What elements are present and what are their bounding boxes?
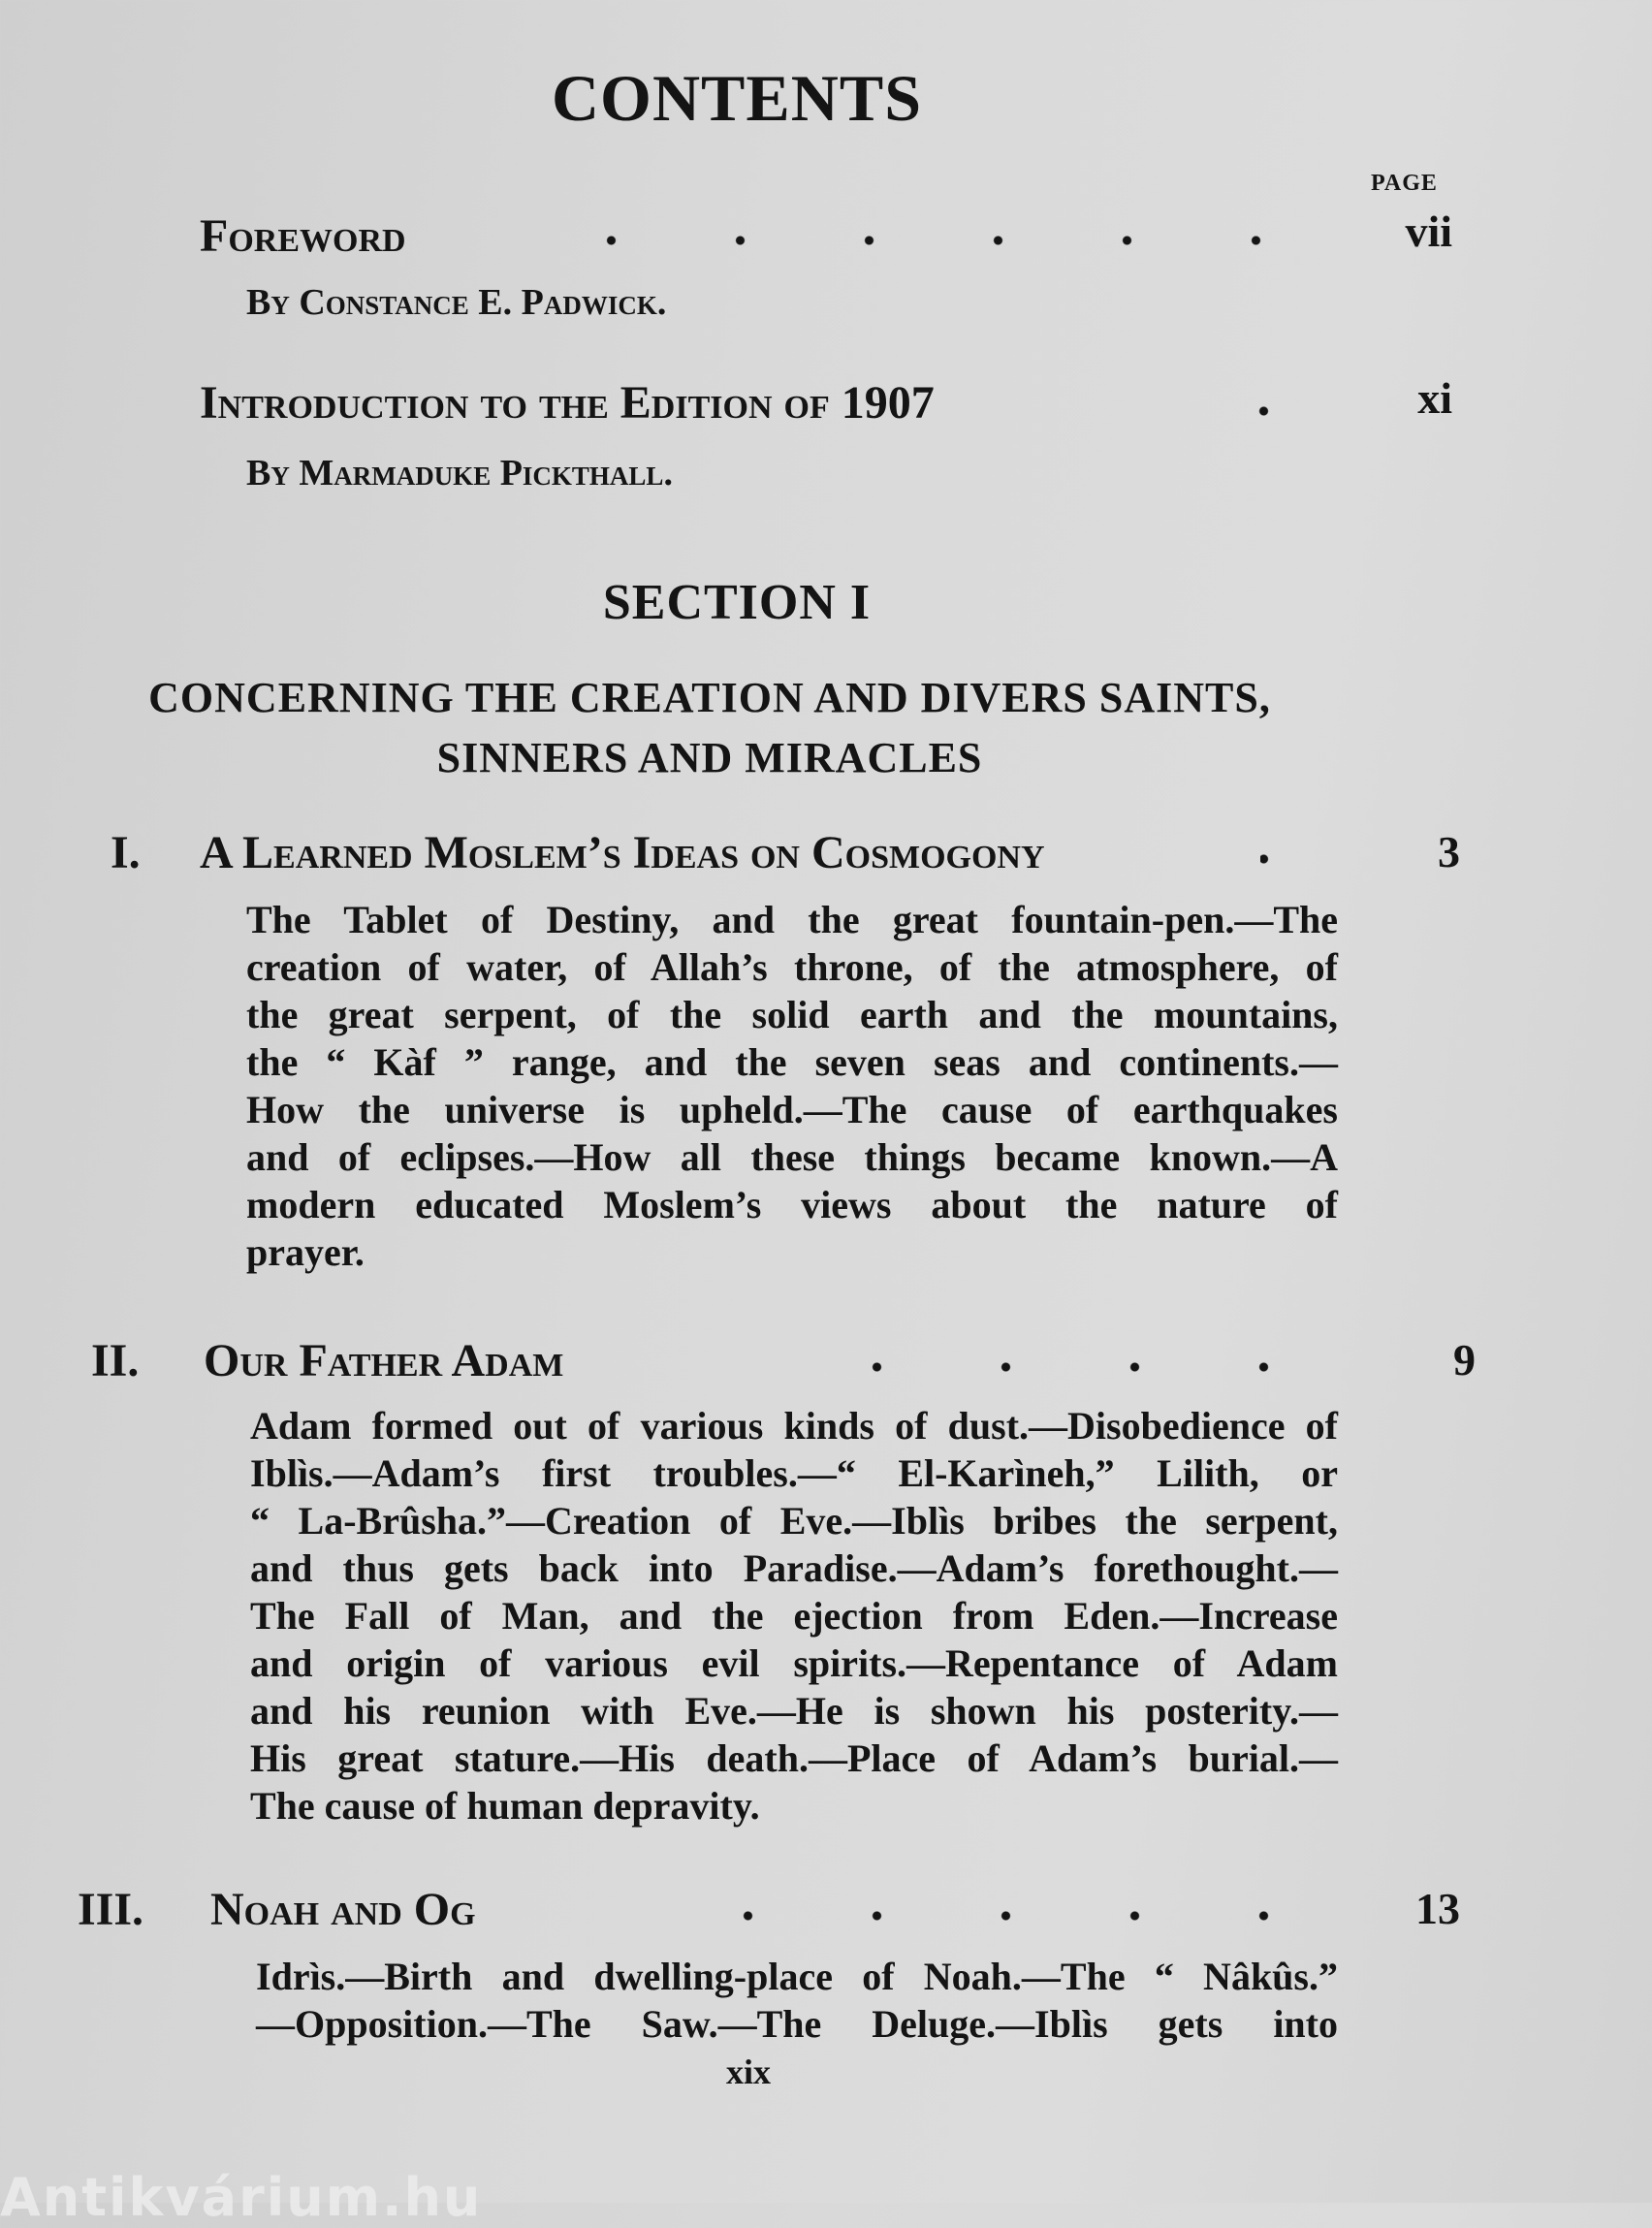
- summary-line: creation of water, of Allah’s throne, of the atmosphere, of: [246, 945, 1338, 989]
- summary-line: The Fall of Man, and the ejection from Eden.—Increase: [250, 1594, 1338, 1638]
- summary-line: and his reunion with Eve.—He is shown his posterity.—: [250, 1689, 1338, 1733]
- chapter-page: 13: [1415, 1884, 1460, 1933]
- summary-line: How the universe is upheld.—The cause of earthquakes: [246, 1088, 1338, 1131]
- dot-leader: [776, 1357, 1328, 1377]
- summary-line: “ La-Brûsha.”—Creation of Eve.—Iblìs bribes the serpent,: [250, 1499, 1338, 1543]
- summary-line: Adam formed out of various kinds of dust.—Disobedience of: [250, 1404, 1338, 1448]
- toc-entry-foreword-byline: By Constance E. Padwick.: [246, 282, 667, 323]
- toc-entry-introduction-page: xi: [1417, 373, 1452, 423]
- toc-entry-introduction-byline: By Marmaduke Pickthall.: [246, 453, 673, 493]
- page-folio: xix: [725, 2053, 771, 2091]
- chapter-title: Our Father Adam: [204, 1335, 564, 1386]
- summary-line: and of eclipses.—How all these things became known.—A: [246, 1135, 1338, 1179]
- chapter-numeral: II.: [91, 1335, 140, 1386]
- dot-leader: [650, 1906, 1328, 1926]
- dot-leader: [1260, 849, 1328, 869]
- chapter-title: A Learned Moslem’s Ideas on Cosmogony: [200, 827, 1045, 878]
- dot-leader: [514, 231, 1320, 250]
- chapter-title: Noah and Og: [210, 1884, 476, 1935]
- contents-title: CONTENTS: [551, 61, 923, 135]
- chapter-summary: [250, 1402, 1338, 1830]
- summary-line: His great stature.—His death.—Place of Adam’s burial.—: [250, 1736, 1338, 1780]
- chapter-numeral: III.: [78, 1884, 144, 1935]
- summary-line: The cause of human depravity.: [250, 1784, 760, 1828]
- section-subtitle-line-1: CONCERNING THE CREATION AND DIVERS SAINTS,: [148, 674, 1271, 721]
- summary-line: Idrìs.—Birth and dwelling-place of Noah.—The “ Nâkûs.”: [256, 1955, 1338, 1998]
- summary-line: and thus gets back into Paradise.—Adam’s forethought.—: [250, 1546, 1338, 1590]
- dot-leader: [1163, 401, 1328, 421]
- section-subtitle-line-2: SINNERS AND MIRACLES: [436, 734, 983, 781]
- chapter-numeral: I.: [111, 827, 141, 878]
- summary-line: The Tablet of Destiny, and the great fountain-pen.—The: [246, 898, 1338, 941]
- section-heading: SECTION I: [602, 575, 872, 630]
- summary-line: —Opposition.—The Saw.—The Deluge.—Iblìs gets into: [256, 2002, 1338, 2046]
- toc-entry-foreword-page: vii: [1405, 207, 1452, 256]
- chapter-summary: [246, 896, 1338, 1276]
- summary-line: the great serpent, of the solid earth and the mountains,: [246, 993, 1338, 1036]
- chapter-summary: [256, 1953, 1338, 2048]
- summary-line: prayer.: [246, 1230, 365, 1274]
- summary-line: and origin of various evil spirits.—Repentance of Adam: [250, 1641, 1338, 1685]
- chapter-page: 9: [1453, 1335, 1476, 1385]
- watermark: Antikvárium.hu: [0, 2167, 483, 2228]
- summary-line: Iblìs.—Adam’s first troubles.—“ El-Karìneh,” Lilith, or: [250, 1451, 1338, 1495]
- toc-entry-introduction-title: Introduction to the Edition of 1907: [200, 377, 935, 429]
- chapter-page: 3: [1438, 827, 1460, 876]
- summary-line: the “ Kàf ” range, and the seven seas and continents.—: [246, 1040, 1338, 1084]
- toc-entry-foreword-title: Foreword: [200, 210, 406, 262]
- page-column-header: PAGE: [1371, 171, 1438, 196]
- summary-line: modern educated Moslem’s views about the nature of: [246, 1183, 1338, 1226]
